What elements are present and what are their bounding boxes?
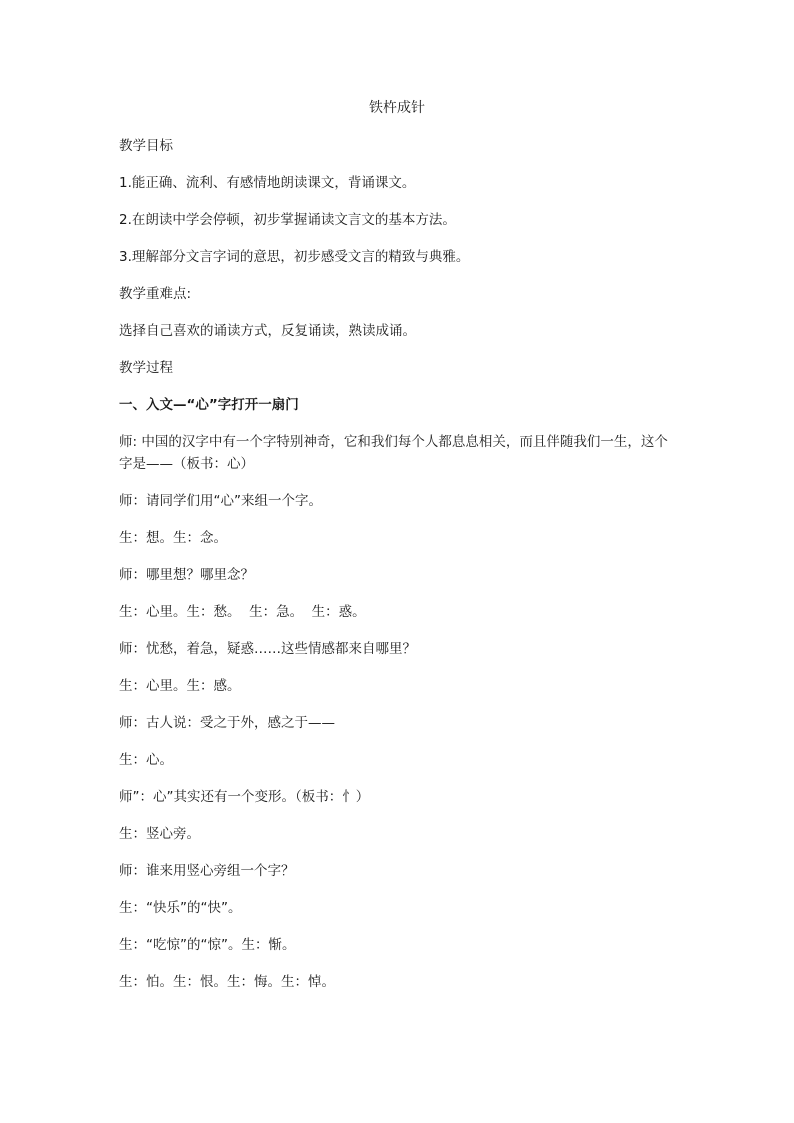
dialogue-line: 生：“快乐”的“快”。 — [119, 900, 242, 916]
paragraph-goal-3: 3.理解部分文言字词的意思，初步感受文言的精致与典雅。 — [119, 249, 470, 265]
dialogue-line: 生：竖心旁。 — [119, 826, 200, 842]
dialogue-line: 师：请同学们用“心”来组一个字。 — [119, 493, 322, 509]
dialogue-line: 师：谁来用竖心旁组一个字？ — [119, 863, 295, 879]
document-title: 铁杵成针 — [369, 100, 425, 116]
dialogue-line: 生：“吃惊”的“惊”。生：惭。 — [119, 937, 296, 953]
dialogue-line: 师”：心”其实还有一个变形。（板书：忄） — [119, 789, 370, 805]
paragraph-goal-2: 2.在朗读中学会停顿，初步掌握诵读文言文的基本方法。 — [119, 212, 456, 228]
dialogue-line: 生：心里。生：感。 — [119, 678, 241, 694]
dialogue-line: 生：心里。生：愁。 生：急。 生：惑。 — [119, 604, 366, 620]
paragraph-process-heading: 教学过程 — [119, 360, 173, 376]
paragraph-section-1-heading: 一、入文—“心”字打开一扇门 — [119, 397, 299, 413]
dialogue-line: 生：心。 — [119, 752, 173, 768]
paragraph-key-points: 选择自己喜欢的诵读方式，反复诵读，熟读成诵。 — [119, 323, 416, 339]
document-body — [119, 135, 679, 1008]
paragraph-key-points-heading: 教学重难点: — [119, 286, 192, 302]
dialogue-line: 师：哪里想？哪里念？ — [119, 567, 254, 583]
dialogue-line: 师：忧愁，着急，疑惑……这些情感都来自哪里？ — [119, 641, 416, 657]
dialogue-line: 师：古人说：受之于外，感之于—— — [119, 715, 335, 731]
dialogue-line: 生：怕。生：恨。生：悔。生：悼。 — [119, 974, 335, 990]
paragraph-goal-1: 1.能正确、流利、有感情地朗读课文，背诵课文。 — [119, 175, 416, 191]
dialogue-line: 生：想。生：念。 — [119, 530, 227, 546]
paragraph-teaching-goals-heading: 教学目标 — [119, 138, 173, 154]
dialogue-line: 师: 中国的汉字中有一个字特别神奇，它和我们每个人都息息相关，而且伴随我们一生，这个字是——（板书：心） — [119, 434, 668, 472]
